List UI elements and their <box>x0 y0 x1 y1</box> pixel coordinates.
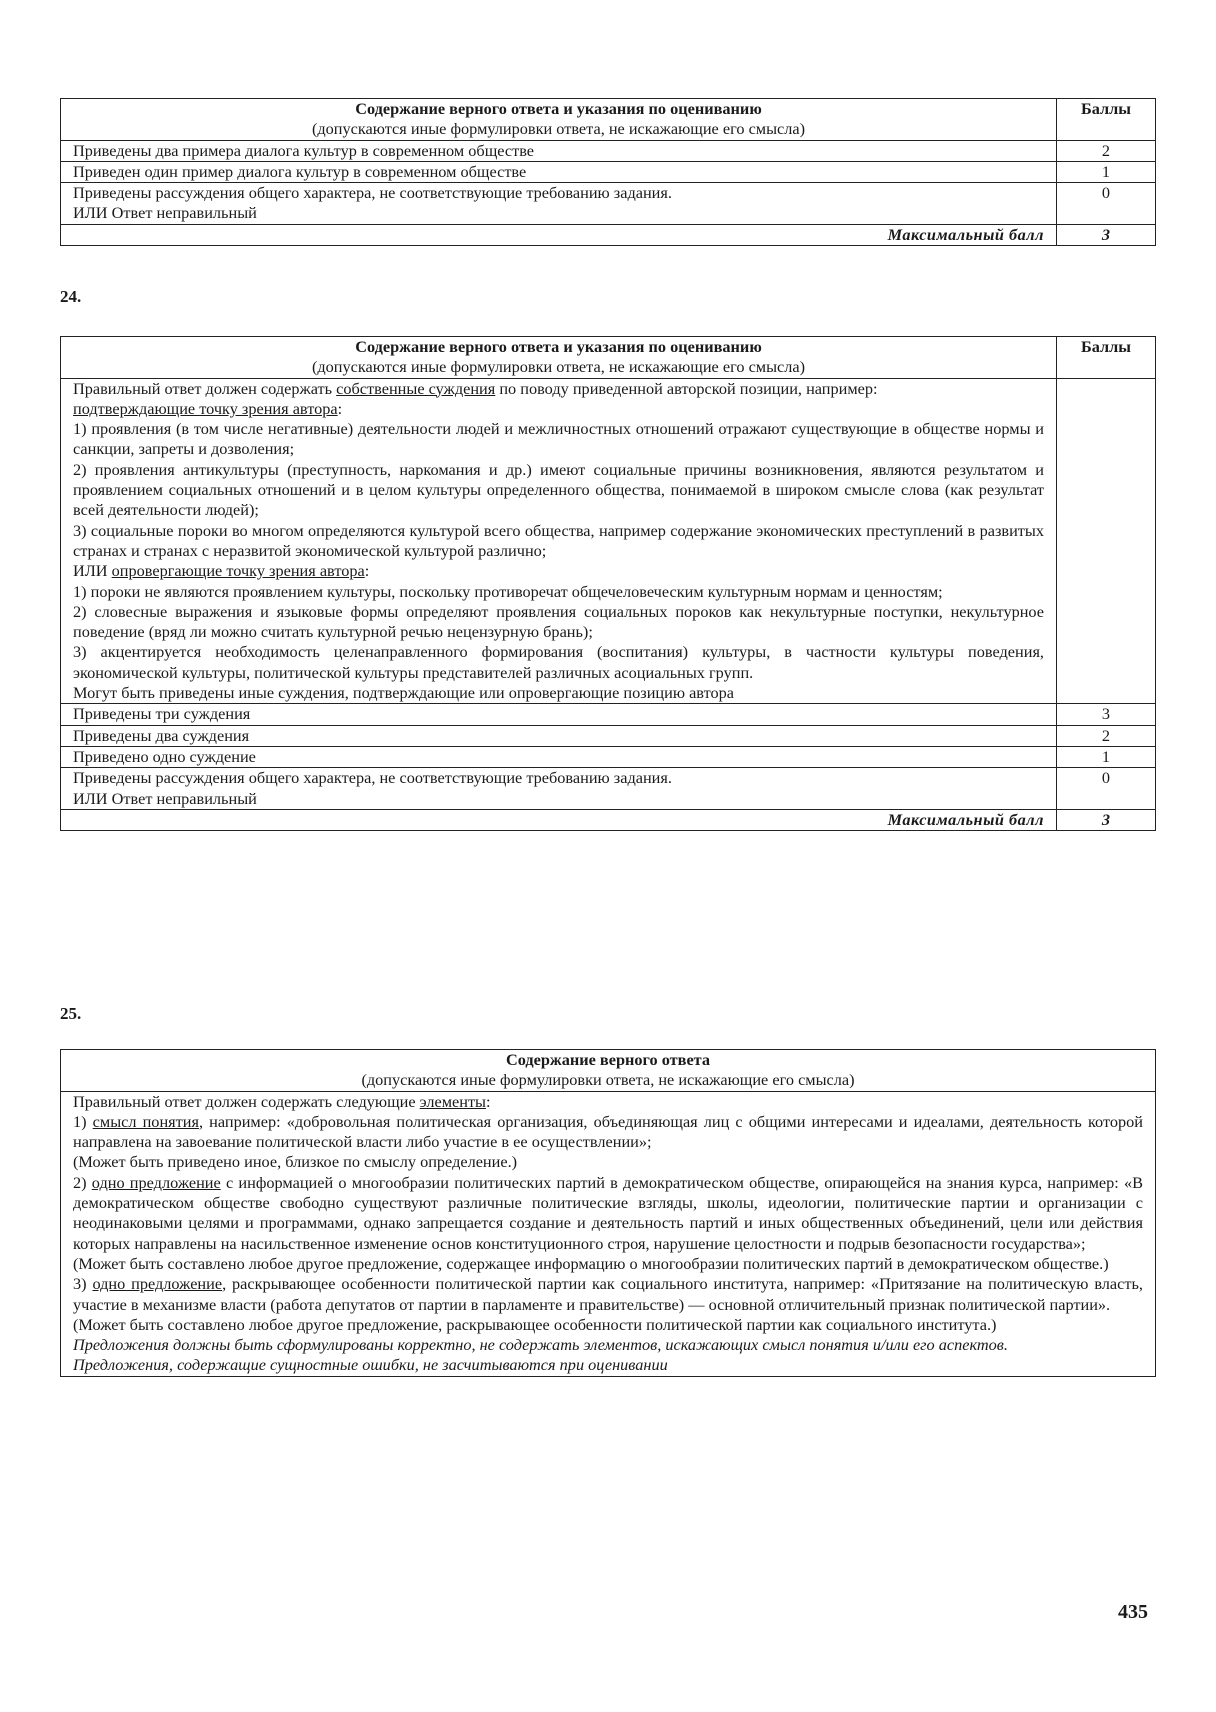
criterion-line: ИЛИ Ответ неправильный <box>73 203 257 223</box>
text-segment: по поводу приведенной авторской позиции, например: <box>495 378 878 398</box>
table-row <box>61 704 1156 725</box>
answer-content-row <box>61 378 1156 704</box>
criterion-line: Приведены рассуждения общего характера, не соответствующие требованию задания. <box>73 183 672 203</box>
table-row <box>61 768 1156 810</box>
table-row <box>61 140 1156 161</box>
score-value: 1 <box>1057 161 1156 182</box>
score-header: Баллы <box>1057 337 1156 379</box>
max-score-label: Максимальный балл <box>61 809 1057 830</box>
answer-paragraph <box>73 1315 1143 1335</box>
text-segment: 3) <box>73 1274 93 1294</box>
text-segment: 1) проявления (в том числе негативные) деятельности людей и межличностных отношений отражают существующие в обществе нормы и санкции, запреты и дозволения; <box>73 419 1044 459</box>
text-segment: Предложения должны быть сформулированы корректно, не содержать элементов, искажающих смысл понятия и/или его аспектов. <box>73 1335 1008 1355</box>
score-value: 1 <box>1057 746 1156 767</box>
criterion-text <box>61 768 1057 810</box>
score-value: 2 <box>1057 140 1156 161</box>
answer-paragraph <box>73 1092 1143 1112</box>
table-header-row <box>61 1050 1156 1092</box>
answer-paragraph <box>73 1152 1143 1172</box>
score-value: 0 <box>1057 183 1156 225</box>
criterion-text: Приведено одно суждение <box>61 746 1057 767</box>
answer-paragraph <box>73 683 1044 703</box>
text-segment: , например: «добровольная политическая организация, объединяющая лиц с общими интересами и идеалами, деятельность которой направлена на завоевание политической власти либо участие в ее осуществлении»; <box>73 1111 1143 1152</box>
answer-paragraph <box>73 1112 1143 1153</box>
criterion-text: Приведен один пример диалога культур в современном обществе <box>61 161 1057 182</box>
text-segment: 2) <box>73 1172 92 1192</box>
underlined-term: элементы <box>419 1091 486 1111</box>
score-header: Баллы <box>1057 99 1156 141</box>
answer-content-row <box>61 1091 1156 1376</box>
underlined-term: смысл понятия <box>92 1111 199 1131</box>
task-number-24: 24. <box>60 287 82 306</box>
header-cell <box>61 99 1057 141</box>
text-segment: 1) пороки не являются проявлением культуры, поскольку противоречат общечеловеческим культурным нормам и ценностям; <box>73 581 943 601</box>
text-segment: ИЛИ <box>73 561 112 581</box>
answer-paragraph <box>73 379 1044 399</box>
header-subtitle: (допускаются иные формулировки ответа, не искажающие его смысла) <box>361 1070 855 1090</box>
text-segment: 2) проявления антикультуры (преступность, наркомания и др.) имеют социальные причины возникновения, являются результатом и проявлением социальных отношений и в целом культуры определенного общества, понимаемой в широком смысле слова (как результат всей деятельности людей); <box>73 459 1044 520</box>
text-segment: Правильный ответ должен содержать следующие <box>73 1091 420 1111</box>
header-title: Содержание верного ответа и указания по оцениванию <box>355 337 762 356</box>
header-cell <box>61 1050 1156 1092</box>
table-row <box>61 161 1156 182</box>
header-title: Содержание верного ответа <box>505 1050 711 1069</box>
answer-paragraph <box>73 561 1044 581</box>
header-cell <box>61 337 1057 379</box>
answer-paragraph <box>73 521 1044 562</box>
answer-paragraph <box>73 582 1044 602</box>
text-segment: (Может быть составлено любое другое предложение, раскрывающее особенности политической партии как социального института.) <box>73 1314 997 1334</box>
criterion-text: Приведены два примера диалога культур в современном обществе <box>61 140 1057 161</box>
criterion-line: Приведены рассуждения общего характера, не соответствующие требованию задания. <box>73 768 672 788</box>
max-score-value: 3 <box>1057 809 1156 830</box>
text-segment: (Может быть составлено любое другое предложение, содержащее информацию о многообразии политических партий в демократическом обществе.) <box>73 1253 1109 1273</box>
criterion-text: Приведены два суждения <box>61 725 1057 746</box>
max-score-label: Максимальный балл <box>61 224 1057 245</box>
task-number-25: 25. <box>60 1004 82 1023</box>
text-segment: с информацией о многообразии политических партий в демократическом обществе, опирающейся на знания курса, например: «В демократическом обществе свободно существуют различные политические взгляды, школы, идеологии, политические партии и организации с неодинаковыми целями и программами, однако запрещается создание и деятельность партий и иных общественных объединений, цели или действия которых направлены на насильственное изменение основ конституционного строя, нарушение целостности и подрыв безопасности государства»; <box>73 1172 1143 1253</box>
answer-paragraph <box>73 1335 1143 1355</box>
answer-paragraph <box>73 460 1044 521</box>
answer-content <box>61 1091 1156 1376</box>
text-segment: Могут быть приведены иные суждения, подтверждающие или опровергающие позицию автора <box>73 683 734 703</box>
text-segment: : <box>337 398 343 418</box>
criterion-text: Приведены три суждения <box>61 704 1057 725</box>
answer-paragraph <box>73 1355 1143 1375</box>
answer-table-25 <box>60 1049 1156 1377</box>
text-segment: (Может быть приведено иное, близкое по смыслу определение.) <box>73 1152 518 1172</box>
text-segment: Правильный ответ должен содержать <box>73 378 337 398</box>
max-score-row <box>61 809 1156 830</box>
page-number: 435 <box>1118 1601 1148 1623</box>
answer-paragraph <box>73 1254 1143 1274</box>
header-subtitle: (допускаются иные формулировки ответа, не искажающие его смысла) <box>311 357 806 377</box>
header-title: Содержание верного ответа и указания по оцениванию <box>355 99 762 118</box>
answer-paragraph <box>73 399 1044 419</box>
table-header-row <box>61 337 1156 379</box>
table-row <box>61 183 1156 225</box>
table-row <box>61 746 1156 767</box>
underlined-term: опровергающие точку зрения автора <box>111 561 365 581</box>
answer-paragraph <box>73 419 1044 460</box>
score-value: 0 <box>1057 768 1156 810</box>
text-segment: : <box>364 561 370 581</box>
empty-score-cell <box>1057 378 1156 704</box>
score-value: 2 <box>1057 725 1156 746</box>
criterion-text <box>61 183 1057 225</box>
table-header-row <box>61 99 1156 141</box>
answer-paragraph <box>73 1274 1143 1315</box>
text-segment: 3) социальные пороки во многом определяются культурой всего общества, например содержание экономических преступлений в развитых странах и странах с неразвитой экономической культурой различно; <box>73 520 1044 560</box>
answer-paragraph <box>73 642 1044 683</box>
text-segment: , раскрывающее особенности политической партии как социального института, например: «Притязание на политическую власть, участие в механизме власти (работа депутатов от партии в парламенте и правительстве) — основной отличительный признак политической партии». <box>73 1274 1143 1314</box>
answer-content <box>61 378 1057 704</box>
underlined-term: одно предложение <box>91 1172 221 1192</box>
max-score-row <box>61 224 1156 245</box>
text-segment: 2) словесные выражения и языковые формы определяют проявления социальных пороков как некультурные поступки, некультурное поведение (вряд ли можно считать культурной речью нецензурную брань); <box>73 601 1044 642</box>
underlined-term: собственные суждения <box>336 378 496 398</box>
scoring-table-23 <box>60 98 1156 246</box>
max-score-value: 3 <box>1057 224 1156 245</box>
table-row <box>61 725 1156 746</box>
underlined-term: подтверждающие точку зрения автора <box>73 398 338 418</box>
text-segment: Предложения, содержащие сущностные ошибки, не засчитываются при оценивании <box>73 1355 668 1375</box>
header-subtitle: (допускаются иные формулировки ответа, не искажающие его смысла) <box>311 119 806 139</box>
text-segment: 3) акцентируется необходимость целенаправленного формирования (воспитания) культуры, в частности культуры поведения, экономической культуры, политической культуры представителей различных асоциальных групп. <box>73 642 1044 682</box>
underlined-term: одно предложение <box>92 1274 223 1294</box>
answer-paragraph <box>73 602 1044 643</box>
answer-paragraph <box>73 1173 1143 1254</box>
criterion-line: ИЛИ Ответ неправильный <box>73 788 257 808</box>
scoring-table-24 <box>60 336 1156 831</box>
text-segment: : <box>486 1091 491 1111</box>
text-segment: 1) <box>73 1111 93 1131</box>
score-value: 3 <box>1057 704 1156 725</box>
